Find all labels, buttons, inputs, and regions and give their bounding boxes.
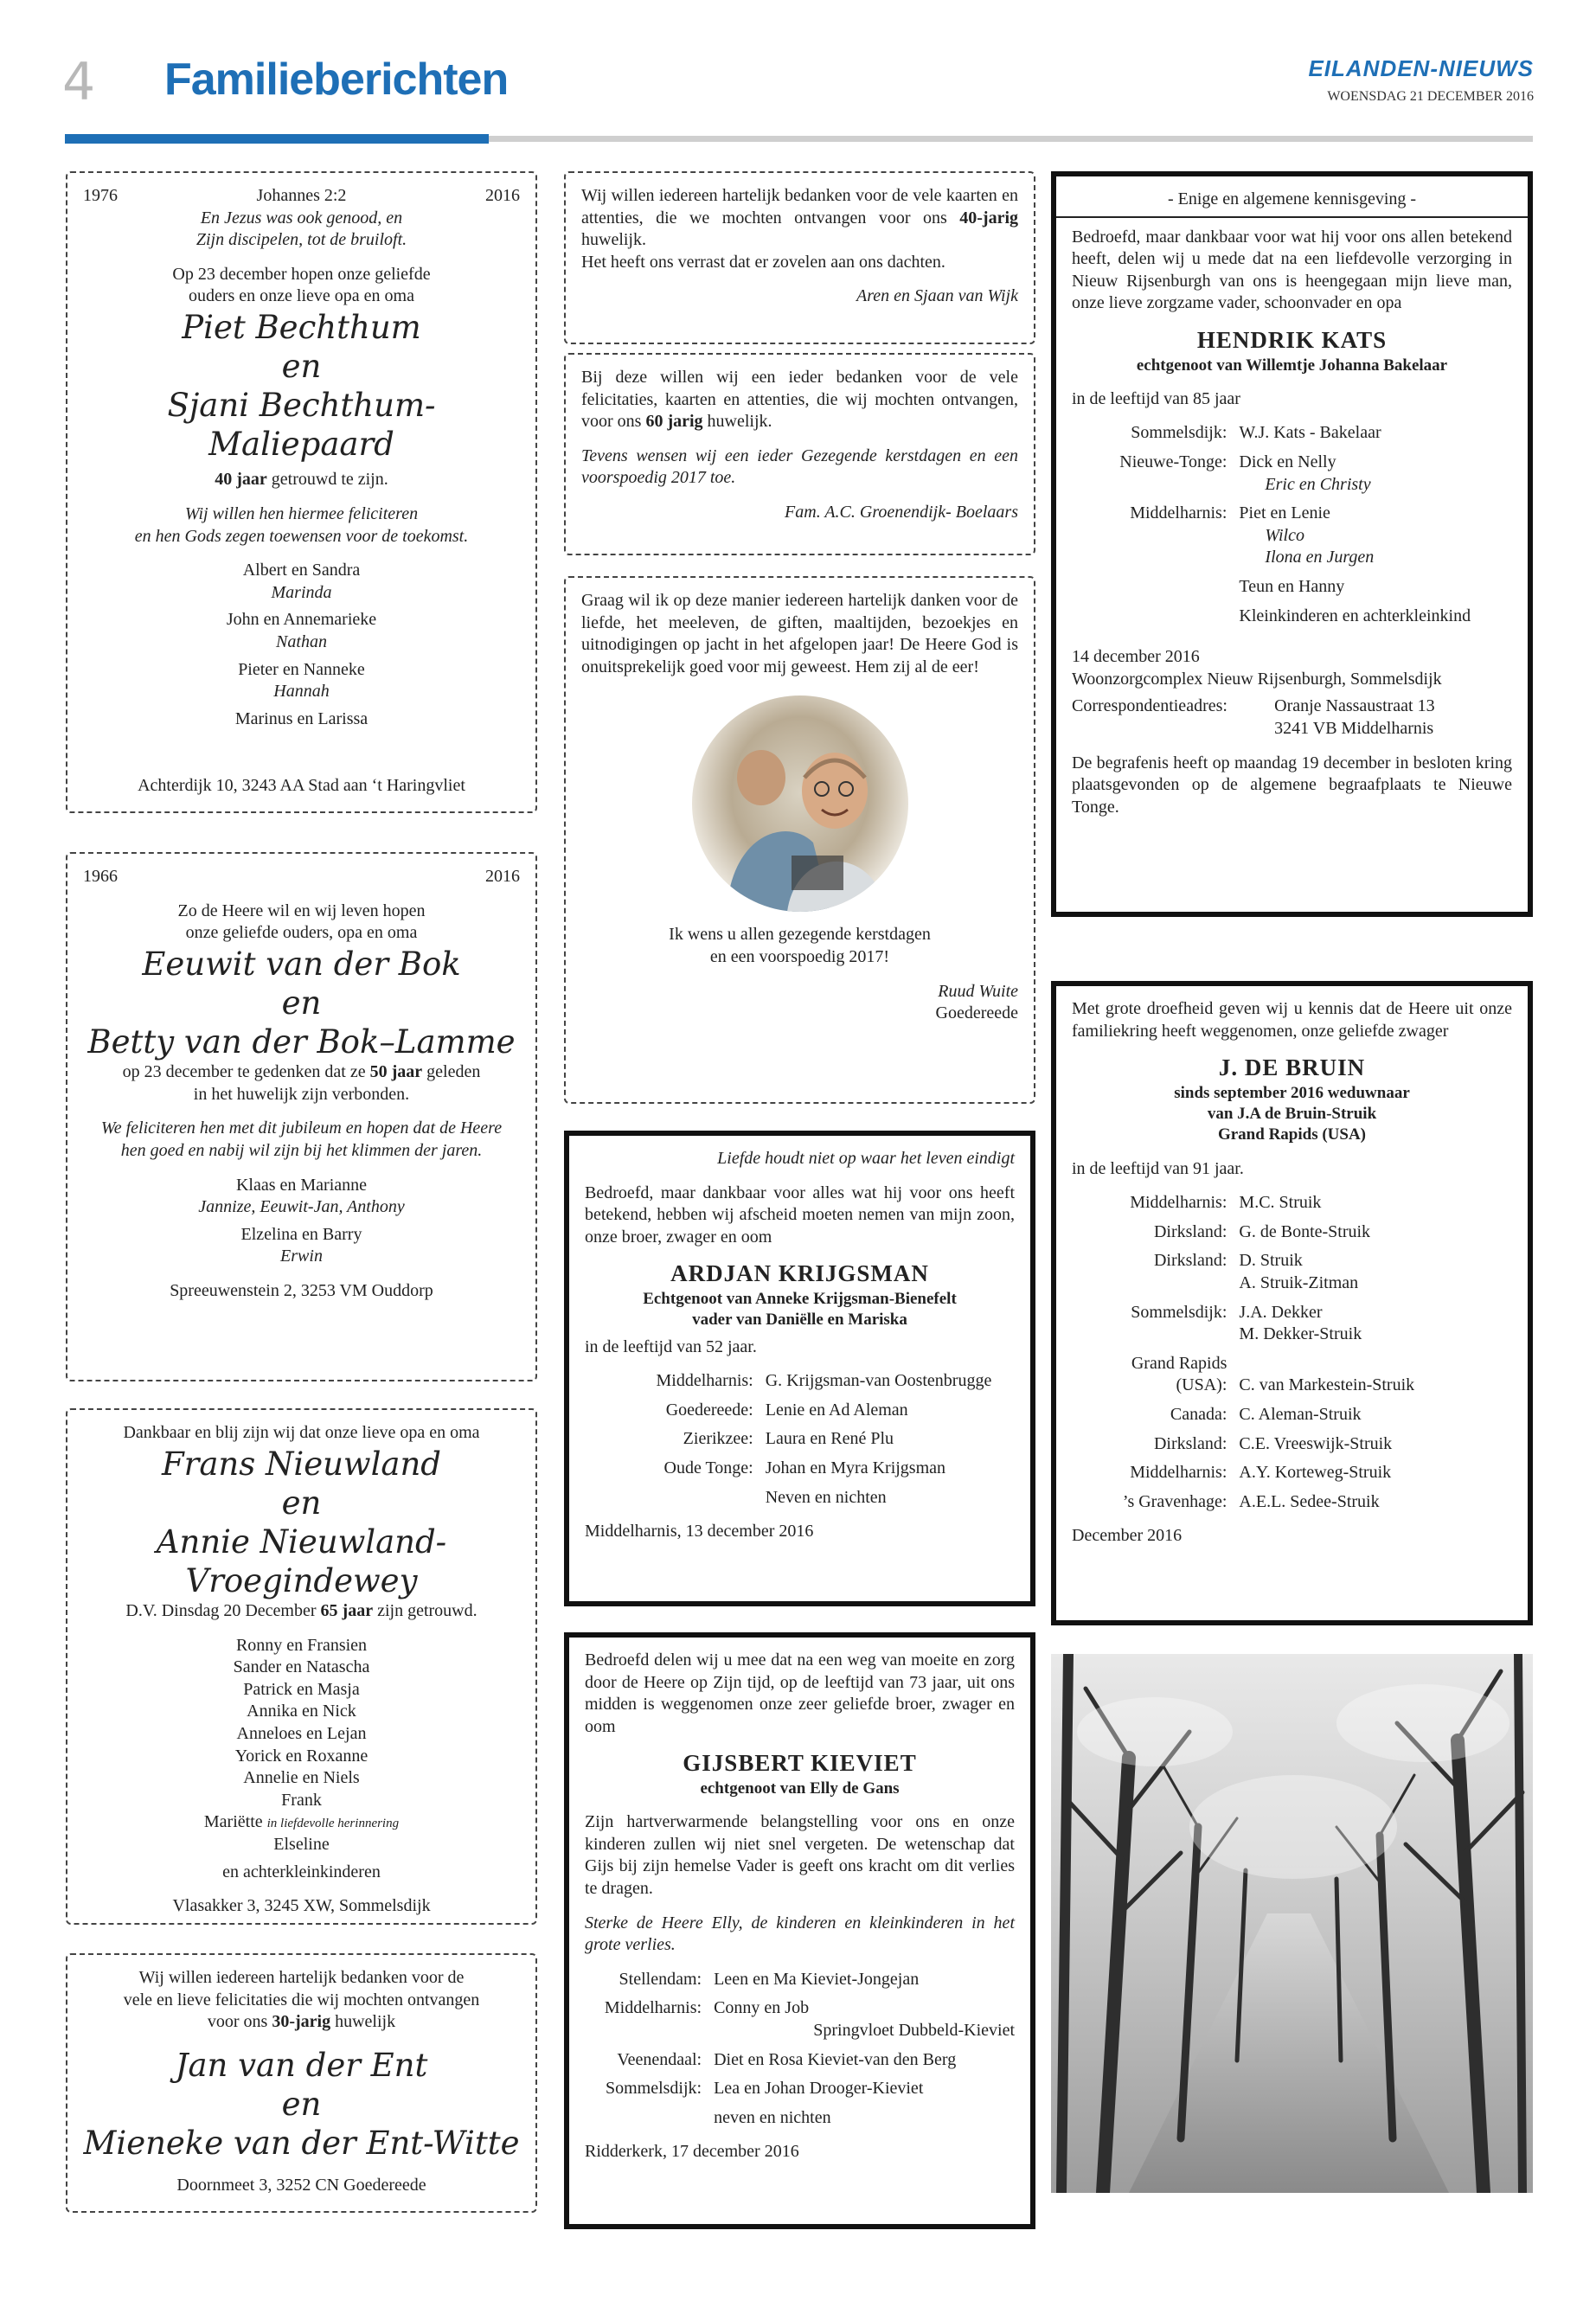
couple-and: en xyxy=(281,984,322,1022)
family-member: Anneloes en Lejan xyxy=(236,1724,367,1744)
anniversary-text: D.V. Dinsdag 20 December xyxy=(125,1601,317,1621)
relative-row xyxy=(1072,1491,1512,1514)
relative-place: Sommelsdijk: xyxy=(605,2079,702,2099)
anniversary-text: getrouwd te zijn. xyxy=(271,470,388,490)
anniversary-years: 30-jarig xyxy=(272,2012,331,2032)
wish-line: Ik wens u allen gezegende kerstdagen xyxy=(669,925,931,945)
intro-text: Bedroefd, maar dankbaar voor alles wat hij voor ons heeft betekend, hebben wij afscheid moeten nemen van mijn zoon, onze broer, zwager en oom xyxy=(585,1183,1015,1247)
relative-row xyxy=(1072,1433,1512,1456)
anniversary-years: 65 jaar xyxy=(320,1601,374,1621)
family-member: Annelie en Niels xyxy=(243,1768,360,1788)
anniversary-text: op 23 december te gedenken dat ze xyxy=(122,1062,366,1082)
spouse-line: echtgenoot van Willemtje Johanna Bakelaar xyxy=(1136,356,1448,375)
relative-names: J.A. Dekker xyxy=(1239,1302,1323,1322)
thanks-text: Graag wil ik op deze manier iedereen hartelijk danken voor de liefde, het meeleven, de giften, maaltijden, bezoekjes en uitnodigingen op jacht in het afgelopen jaar! De Heere God is onuitsprekelijk goed voor mij geweest. Hem zij al de eer! xyxy=(581,591,1018,676)
intro-line: onze geliefde ouders, opa en oma xyxy=(185,923,418,943)
relative-place: Sommelsdijk: xyxy=(1131,1302,1227,1322)
anniversary-line xyxy=(83,1061,520,1084)
great-grandchildren: en achterkleinkinderen xyxy=(222,1862,381,1881)
issue-date: WOENSDAG 21 DECEMBER 2016 xyxy=(1327,89,1534,104)
relative-child: Ilona en Jurgen xyxy=(1265,548,1375,567)
relative-names: G. Krijgsman-van Oostenbrugge xyxy=(765,1371,992,1391)
deceased-name: J. DE BRUIN xyxy=(1218,1054,1366,1081)
relative-names: Teun en Hanny xyxy=(1239,576,1345,596)
couple-and: en xyxy=(281,2085,322,2123)
location-line: Woonzorgcomplex Nieuw Rijsenburgh, Sommelsdijk xyxy=(1072,669,1442,689)
status-line: van J.A de Bruin-Struik xyxy=(1207,1105,1377,1124)
year-end: 2016 xyxy=(485,867,520,886)
relative-names: Johan en Myra Krijgsman xyxy=(765,1458,946,1477)
thanks-text xyxy=(581,185,1018,252)
relative-place: Grand Rapids xyxy=(1131,1353,1227,1373)
relative-place: Veenendaal: xyxy=(617,2049,702,2069)
relative-names: M.C. Struik xyxy=(1239,1193,1322,1213)
ad-vanderent xyxy=(66,1953,537,2213)
relative-names: Neven en nichten xyxy=(765,1487,887,1507)
age-line: in de leeftijd van 91 jaar. xyxy=(1072,1158,1244,1178)
relative-row xyxy=(585,2049,1015,2072)
relative-names: Leen en Ma Kieviet-Jongejan xyxy=(714,1969,920,1989)
family-member: Elseline xyxy=(273,1835,330,1855)
relative-names: Laura en René Plu xyxy=(765,1429,894,1449)
spouse-line: Echtgenoot van Anneke Krijgsman-Bienefelt xyxy=(643,1289,957,1308)
relative-place: (USA): xyxy=(1176,1375,1227,1395)
couple-name-2: Annie Nieuwland-Vroegindewey xyxy=(156,1522,447,1599)
thanks-text: voor ons xyxy=(207,2012,268,2032)
relative-row xyxy=(585,2078,1015,2100)
ad-nieuwland xyxy=(66,1408,537,1925)
relative-row xyxy=(1072,1462,1512,1484)
verse-line: Zijn discipelen, tot de bruiloft. xyxy=(195,230,407,250)
relative-place: Middelharnis: xyxy=(604,1998,702,2018)
wish-line: Wij willen hen hiermee feliciteren xyxy=(184,504,419,524)
relative-place: Dirksland: xyxy=(1153,1221,1227,1241)
relative-names: A.Y. Korteweg-Struik xyxy=(1239,1463,1392,1483)
relative-names: C.E. Vreeswijk-Struik xyxy=(1239,1433,1393,1453)
relative-row xyxy=(585,1997,1015,2020)
relative-names: A. Struik-Zitman xyxy=(1239,1273,1359,1293)
relative-names: Diet en Rosa Kieviet-van den Berg xyxy=(714,2049,957,2069)
thanks-line: Wij willen iedereen hartelijk bedanken voor de xyxy=(138,1968,465,1987)
relative-child: Wilco xyxy=(1265,525,1304,545)
spouse-line: echtgenoot van Elly de Gans xyxy=(700,1779,900,1798)
closing-line: Middelharnis, 13 december 2016 xyxy=(585,1522,814,1541)
relative-place: Goedereede: xyxy=(665,1400,753,1420)
relative-names: Springvloet Dubbeld-Kieviet xyxy=(813,2020,1015,2040)
family-member: Pieter en Nanneke xyxy=(238,659,365,679)
family-member: Ronny en Fransien xyxy=(235,1635,368,1655)
address: Achterdijk 10, 3243 AA Stad aan ‘t Haringvliet xyxy=(138,776,465,796)
thanks-line xyxy=(83,2011,520,2034)
ad-years-row xyxy=(83,185,520,208)
relative-row xyxy=(1072,422,1512,445)
closing-line: Ridderkerk, 17 december 2016 xyxy=(585,2142,799,2162)
family-child: Hannah xyxy=(273,682,330,702)
relative-place: Nieuwe-Tonge: xyxy=(1119,452,1227,472)
family-member: Albert en Sandra xyxy=(242,561,361,580)
relative-names: M. Dekker-Struik xyxy=(1239,1324,1362,1344)
relative-place: Dirksland: xyxy=(1153,1251,1227,1271)
relative-names: Piet en Lenie xyxy=(1239,503,1330,523)
date-line: 14 december 2016 xyxy=(1072,647,1200,667)
year-end: 2016 xyxy=(484,186,520,205)
relative-child: Eric en Christy xyxy=(1265,474,1371,494)
anniversary-text: zijn getrouwd. xyxy=(377,1601,478,1621)
thanks-text-a: Wij willen iedereen hartelijk bedanken voor de vele kaarten en attenties, die we mochten ontvangen voor ons xyxy=(581,186,1018,228)
correspondence-city: 3241 VB Middelharnis xyxy=(1274,718,1434,738)
relative-place: Dirksland: xyxy=(1153,1433,1227,1453)
couple-and: en xyxy=(281,1484,322,1522)
anniversary-line: in het huwelijk zijn verbonden. xyxy=(193,1084,410,1104)
intro-line: Zo de Heere wil en wij leven hopen xyxy=(177,901,426,920)
ad-groenendijk xyxy=(564,353,1035,555)
couple-name-1: Jan van der Ent xyxy=(175,2046,428,2084)
family-member: Yorick en Roxanne xyxy=(234,1746,369,1766)
verse-ref: Johannes 2:2 xyxy=(256,186,347,205)
header-rule-accent xyxy=(65,134,489,144)
relative-names: D. Struik xyxy=(1239,1251,1303,1271)
relative-row xyxy=(585,1400,1015,1422)
address: Vlasakker 3, 3245 XW, Sommelsdijk xyxy=(172,1896,431,1916)
page-number: 4 xyxy=(62,52,96,112)
tribute-text: Zijn hartverwarmende belangstelling voor ons en onze kinderen zullen wij niet snel vergeten. De wetenschap dat Gijs bij zijn hemelse Vader is geeft ons kracht om dit verlies te dragen. xyxy=(585,1812,1015,1899)
masthead-logo: EILANDEN-NIEUWS xyxy=(1308,55,1534,81)
relative-place xyxy=(1072,1324,1239,1346)
relative-row xyxy=(585,1370,1015,1393)
thanks-text-c: Het heeft ons verrast dat er zovelen aan ons dachten. xyxy=(581,252,945,272)
relative-names xyxy=(1239,1353,1512,1375)
family-memorial xyxy=(83,1811,520,1834)
relative-place: Oude Tonge: xyxy=(663,1458,753,1477)
relative-names: Lenie en Ad Aleman xyxy=(765,1400,908,1420)
relative-names: W.J. Kats - Bakelaar xyxy=(1239,423,1381,443)
wish-line: en hen Gods zegen toewensen voor de toekomst. xyxy=(134,526,469,546)
closing-line: December 2016 xyxy=(1072,1526,1183,1546)
relative-row xyxy=(1072,1375,1512,1397)
relative-row xyxy=(585,1428,1015,1451)
relative-place: Sommelsdijk: xyxy=(1131,423,1227,443)
relative-row xyxy=(1072,1250,1512,1272)
status-line: Grand Rapids (USA) xyxy=(1217,1125,1367,1144)
relative-place xyxy=(1072,1272,1239,1295)
age-line: in de leeftijd van 85 jaar xyxy=(1072,388,1240,408)
relative-row xyxy=(585,1969,1015,1991)
relative-row xyxy=(1072,1302,1512,1324)
forest-illustration xyxy=(1051,1654,1533,2193)
heading-rule xyxy=(1056,216,1528,218)
wish-line: hen goed en nabij wil zijn bij het klimmen der jaren. xyxy=(120,1140,483,1160)
anniversary-text: geleden xyxy=(426,1062,481,1082)
deceased-name: ARDJAN KRIJGSMAN xyxy=(670,1260,929,1287)
correspondence xyxy=(1072,695,1512,740)
relative-row xyxy=(1072,452,1512,496)
anniversary-years: 40-jarig xyxy=(959,208,1019,228)
ad-krijgsman xyxy=(564,1131,1035,1606)
relative-names: A.E.L. Sedee-Struik xyxy=(1239,1491,1380,1511)
family-member: Patrick en Masja xyxy=(243,1679,360,1699)
relative-place: Middelharnis: xyxy=(1130,1193,1227,1213)
relative-names: Lea en Johan Drooger-Kieviet xyxy=(714,2079,924,2099)
deceased-name: HENDRIK KATS xyxy=(1196,326,1388,353)
relative-names: C. van Markestein-Struik xyxy=(1239,1375,1415,1395)
family-child: Marinda xyxy=(271,582,332,602)
relative-names: G. de Bonte-Struik xyxy=(1239,1221,1371,1241)
relative-names: C. Aleman-Struik xyxy=(1239,1405,1362,1425)
relative-place xyxy=(1072,576,1239,599)
relative-place xyxy=(585,2020,714,2042)
section-title: Familieberichten xyxy=(164,54,509,105)
relative-place: Middelharnis: xyxy=(1130,1463,1227,1483)
family-member: Sander en Natascha xyxy=(233,1657,370,1677)
signature: Ruud Wuite xyxy=(938,981,1018,1001)
relative-row xyxy=(1072,606,1512,628)
relative-place: Middelharnis: xyxy=(656,1371,753,1391)
ad-vanwijk xyxy=(564,171,1035,344)
thanks-text xyxy=(581,367,1018,433)
family-child: Nathan xyxy=(276,632,327,652)
couple-name-1: Eeuwit van der Bok xyxy=(142,945,461,983)
thanks-line: vele en lieve felicitaties die wij mochten ontvangen xyxy=(123,1990,480,2009)
year-start: 1966 xyxy=(83,867,118,886)
intro-text: Bedroefd delen wij u mee dat na een weg van moeite en zorg door de Heere op Zijn tijd, op de leeftijd van 73 jaar, uit ons midden is weggenomen onze zeer geliefde broer, zwager en oom xyxy=(585,1650,1015,1736)
thanks-text: huwelijk xyxy=(335,2012,396,2032)
deceased-name: GIJSBERT KIEVIET xyxy=(683,1750,917,1777)
relative-place xyxy=(1072,606,1239,628)
ad-vanderbok xyxy=(66,852,537,1381)
ad-debruin xyxy=(1051,981,1533,1625)
anniversary-years: 60 jarig xyxy=(645,412,703,432)
relative-row xyxy=(1072,1324,1512,1346)
relative-row xyxy=(585,2020,1015,2042)
wish-line: We feliciteren hen met dit jubileum en hopen dat de Heere xyxy=(100,1118,503,1138)
intro-text: Met grote droefheid geven wij u kennis dat de Heere uit onze familiekring heeft weggenomen, onze geliefde zwager xyxy=(1072,999,1512,1041)
relative-row xyxy=(585,2107,1015,2130)
ad-kats xyxy=(1051,171,1533,917)
wish-line: en een voorspoedig 2017! xyxy=(709,946,890,966)
funeral-text: De begrafenis heeft op maandag 19 december in besloten kring plaatsgevonden op de algemene begraafplaats te Nieuwe Tonge. xyxy=(1072,753,1512,817)
relative-place xyxy=(585,2107,714,2130)
relative-row xyxy=(1072,503,1512,569)
couple-name-1: Frans Nieuwland xyxy=(161,1445,441,1483)
signature: Fam. A.C. Groenendijk- Boelaars xyxy=(785,502,1018,522)
memorial-name: Mariëtte xyxy=(203,1812,263,1832)
couple-and: en xyxy=(281,348,322,386)
family-member: Frank xyxy=(281,1790,322,1810)
status-line: sinds september 2016 weduwnaar xyxy=(1174,1083,1410,1102)
family-member: Elzelina en Barry xyxy=(240,1224,362,1244)
announcement-heading: - Enige en algemene kennisgeving - xyxy=(1167,189,1417,208)
relative-row xyxy=(1072,1272,1512,1295)
intro-line: ouders en onze lieve opa en oma xyxy=(188,286,414,306)
anniversary-years: 40 jaar xyxy=(215,470,267,490)
portrait-photo xyxy=(692,695,908,912)
signature-place: Goedereede xyxy=(935,1003,1018,1023)
relative-names: Kleinkinderen en achterkleinkind xyxy=(1239,606,1471,625)
relative-names: Dick en Nelly xyxy=(1239,452,1336,472)
correspondence-street: Oranje Nassaustraat 13 xyxy=(1274,696,1435,716)
relative-names: Conny en Job xyxy=(714,1998,810,2018)
wish-text: Sterke de Heere Elly, de kinderen en kleinkinderen in het grote verlies. xyxy=(585,1913,1015,1955)
intro-line: Dankbaar en blij zijn wij dat onze lieve opa en oma xyxy=(123,1423,480,1442)
relative-place xyxy=(585,1487,766,1509)
relative-place: Stellendam: xyxy=(619,1969,702,1989)
header-rule xyxy=(489,136,1533,142)
relative-names: neven en nichten xyxy=(714,2107,831,2127)
relative-place: Zierikzee: xyxy=(683,1429,753,1449)
family-child: Jannize, Eeuwit-Jan, Anthony xyxy=(198,1197,405,1217)
relative-row xyxy=(1072,1192,1512,1215)
family-member: Klaas en Marianne xyxy=(235,1175,368,1195)
relative-place: Canada: xyxy=(1170,1405,1227,1425)
ad-bechthum xyxy=(66,171,537,813)
ad-years-row xyxy=(83,866,520,888)
couple-name-2: Sjani Bechthum-Maliepaard xyxy=(167,387,436,464)
intro-line: Op 23 december hopen onze geliefde xyxy=(172,264,431,284)
relative-row xyxy=(1072,1353,1512,1375)
thanks-text-a: Bij deze willen wij een ieder bedanken voor de vele felicitaties, kaarten en attenties, die wij mochten ontvangen, voor ons xyxy=(581,368,1018,432)
family-member: John en Annemarieke xyxy=(226,610,377,630)
ad-kieviet xyxy=(564,1632,1035,2229)
couple-name-1: Piet Bechthum xyxy=(182,308,421,346)
family-child: Erwin xyxy=(280,1247,323,1266)
relative-row xyxy=(1072,576,1512,599)
anniversary-line xyxy=(83,1600,520,1623)
relative-row xyxy=(1072,1404,1512,1426)
signature: Aren en Sjaan van Wijk xyxy=(856,286,1018,306)
relative-row xyxy=(585,1487,1015,1509)
couple-name-2: Betty van der Bok–Lamme xyxy=(87,1023,516,1061)
intro-text: Bedroefd, maar dankbaar voor wat hij voor ons allen betekend heeft, delen wij u mede dat na een liefdevolle verzorging in Nieuw Rijsenburgh van ons is heengegaan mijn lieve man, onze lieve zorgzame vader, schoonvader en opa xyxy=(1072,227,1512,313)
age-line: in de leeftijd van 52 jaar. xyxy=(585,1336,757,1356)
family-member: Marinus en Larissa xyxy=(234,708,369,728)
couple-name-2: Mieneke van der Ent-Witte xyxy=(83,2125,520,2163)
family-member: Annika en Nick xyxy=(247,1702,356,1721)
thanks-text-b: huwelijk. xyxy=(707,412,772,432)
address: Spreeuwenstein 2, 3253 VM Ouddorp xyxy=(170,1280,433,1300)
portrait-illustration xyxy=(692,695,908,912)
verse-line: En Jezus was ook genood, en xyxy=(200,208,403,228)
memorial-note: in liefdevolle herinnering xyxy=(266,1817,400,1831)
relative-place: Middelharnis: xyxy=(1130,503,1227,523)
year-start: 1976 xyxy=(83,186,118,205)
address: Doornmeet 3, 3252 CN Goedereede xyxy=(176,2176,426,2195)
spouse-line: vader van Daniëlle en Mariska xyxy=(692,1311,907,1330)
relative-row xyxy=(1072,1221,1512,1244)
forest-path-photo xyxy=(1051,1654,1533,2193)
correspondence-label: Correspondentieadres: xyxy=(1072,696,1227,716)
relative-place: ’s Gravenhage: xyxy=(1122,1491,1227,1511)
anniversary-line xyxy=(83,469,520,491)
motto: Liefde houdt niet op waar het leven eindigt xyxy=(717,1149,1015,1168)
anniversary-years: 50 jaar xyxy=(369,1062,423,1082)
thanks-text-b: huwelijk. xyxy=(581,230,646,250)
holiday-wish: Tevens wensen wij een ieder Gezegende kerstdagen en een voorspoedig 2017 toe. xyxy=(581,445,1018,488)
relative-row xyxy=(585,1458,1015,1480)
ad-wuite xyxy=(564,576,1035,1104)
